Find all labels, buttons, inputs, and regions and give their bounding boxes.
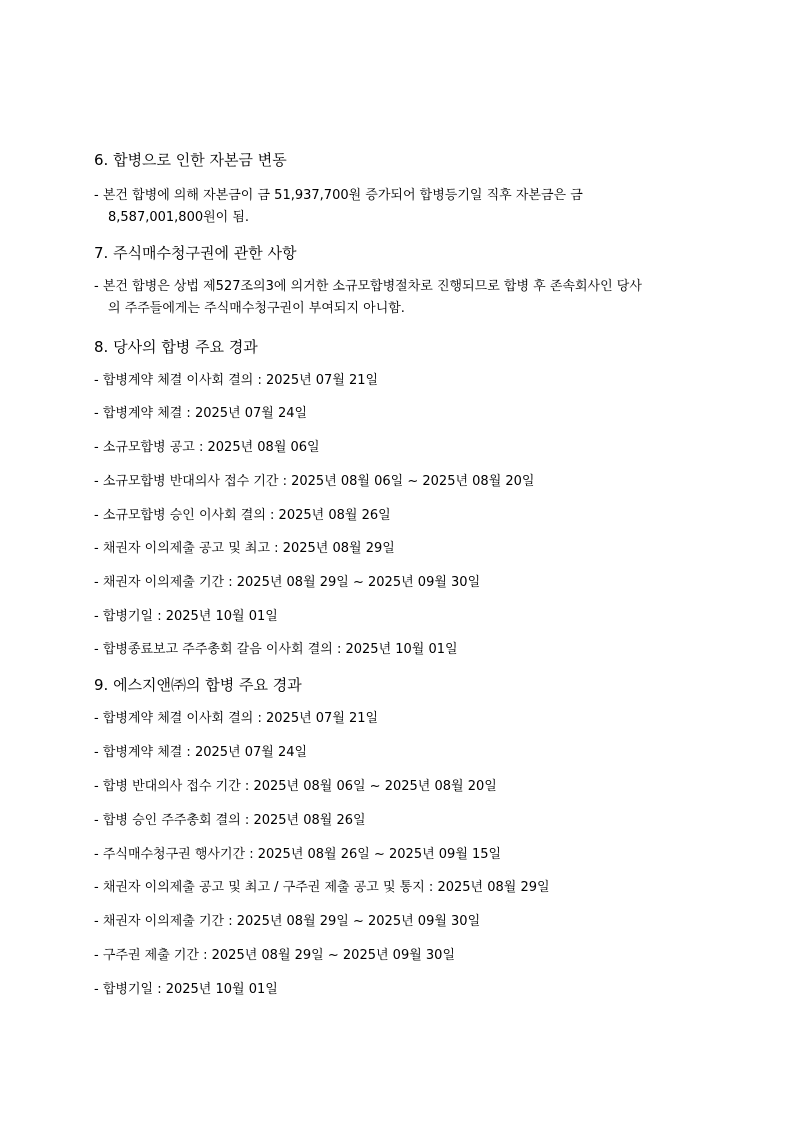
section-8-list-item: - 합병계약 체결 이사회 결의 : 2025년 07월 21일 (94, 373, 379, 388)
section-9-list-item: - 채권자 이의제출 공고 및 최고 / 구주권 제출 공고 및 통지 : 2025년 08월 29일 (94, 880, 550, 895)
section-8-list-item: - 합병계약 체결 : 2025년 07월 24일 (94, 406, 308, 421)
section-8-list-item: - 채권자 이의제출 기간 : 2025년 08월 29일 ~ 2025년 09월 30일 (94, 575, 481, 590)
section-6-paragraph (94, 185, 706, 229)
section-9-list-item: - 합병 승인 주주총회 결의 : 2025년 08월 26일 (94, 813, 366, 828)
section-8-list-item: - 채권자 이의제출 공고 및 최고 : 2025년 08월 29일 (94, 541, 395, 556)
section-6-heading: 6. 합병으로 인한 자본금 변동 (94, 151, 287, 169)
section-8-list-item: - 합병기일 : 2025년 10월 01일 (94, 609, 278, 624)
section-7-line-1: - 본건 합병은 상법 제527조의3에 의거한 소규모합병절차로 진행되므로 합병 후 존속회사인 당사 (94, 279, 642, 294)
section-9-heading: 9. 에스지앤㈜의 합병 주요 경과 (94, 676, 302, 694)
section-8-heading: 8. 당사의 합병 주요 경과 (94, 338, 258, 356)
section-6-line-1: - 본건 합병에 의해 자본금이 금 51,937,700원 증가되어 합병등기일 직후 자본금은 금 (94, 188, 583, 203)
section-9-list-item: - 합병 반대의사 접수 기간 : 2025년 08월 06일 ~ 2025년 08월 20일 (94, 779, 497, 794)
section-9-list-item: - 채권자 이의제출 기간 : 2025년 08월 29일 ~ 2025년 09월 30일 (94, 914, 481, 929)
section-9-list-item: - 합병기일 : 2025년 10월 01일 (94, 982, 278, 997)
section-9-list-item: - 주식매수청구권 행사기간 : 2025년 08월 26일 ~ 2025년 09월 15일 (94, 847, 502, 862)
section-7-paragraph (94, 276, 706, 320)
section-7-heading: 7. 주식매수청구권에 관한 사항 (94, 244, 297, 262)
section-6-line-2: 8,587,001,800원이 됨. (108, 210, 250, 225)
section-8-list-item: - 소규모합병 공고 : 2025년 08월 06일 (94, 440, 320, 455)
section-9-list-item: - 합병계약 체결 : 2025년 07월 24일 (94, 745, 308, 760)
section-9-list-item: - 합병계약 체결 이사회 결의 : 2025년 07월 21일 (94, 711, 379, 726)
section-8-list-item: - 소규모합병 승인 이사회 결의 : 2025년 08월 26일 (94, 508, 391, 523)
section-7-line-2: 의 주주들에게는 주식매수청구권이 부여되지 아니함. (108, 301, 405, 316)
section-8-list-item: - 소규모합병 반대의사 접수 기간 : 2025년 08월 06일 ~ 2025년 08월 20일 (94, 474, 535, 489)
section-9-list-item: - 구주권 제출 기간 : 2025년 08월 29일 ~ 2025년 09월 30일 (94, 948, 456, 963)
section-8-list-item: - 합병종료보고 주주총회 갈음 이사회 결의 : 2025년 10월 01일 (94, 642, 458, 657)
